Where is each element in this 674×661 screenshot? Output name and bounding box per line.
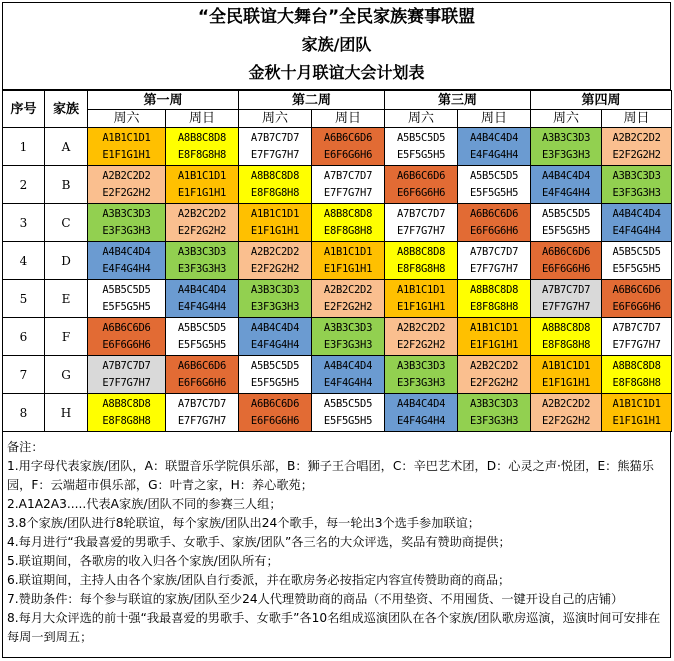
schedule-cell [385, 318, 458, 356]
cell-line-1: A5B5C5D5 [177, 321, 227, 334]
schedule-cell [88, 242, 166, 280]
cell-line-2: E6F6G6H6 [396, 186, 446, 199]
cell-line-1: A1B1C1D1 [469, 321, 519, 334]
schedule-cell [166, 394, 239, 432]
cell-line-2: E5F5G5H5 [612, 262, 661, 275]
schedule-cell [312, 204, 385, 242]
cell-line-2: E7F7G7H7 [396, 224, 446, 237]
note-7: 7.赞助条件：每个参与联谊的家族/团队至少24人代理赞助商的商品（不用垫资、不用囤货、一键开设自己的店铺） [7, 592, 624, 606]
cell-line-2: E1F1G1H1 [323, 262, 373, 275]
cell-line-2: E3F3G3H3 [323, 338, 373, 351]
cell-line-1: A7B7C7D7 [323, 169, 373, 182]
cell-line-1: A8B8C8D8 [250, 169, 300, 182]
cell-line-1: A3B3C3D3 [177, 245, 227, 258]
cell-line-1: A2B2C2D2 [177, 207, 227, 220]
note-4: 4.每月进行“我最喜爱的男歌手、女歌手、家族/团队”各三名的大众评选，奖品有赞助商提供； [7, 535, 511, 549]
week-4-sat: 周六 [531, 110, 602, 128]
cell-line-1: A5B5C5D5 [612, 245, 661, 258]
schedule-cell [531, 394, 602, 432]
cell-line-2: E1F1G1H1 [612, 414, 661, 427]
schedule-cell [239, 280, 312, 318]
week-header-row [3, 91, 672, 110]
cell-line-2: E7F7G7H7 [177, 414, 227, 427]
schedule-cell [385, 204, 458, 242]
cell-line-1: A5B5C5D5 [250, 359, 300, 372]
schedule-cell [166, 242, 239, 280]
cell-line-1: A3B3C3D3 [396, 359, 446, 372]
cell-line-1: A8B8C8D8 [541, 321, 591, 334]
row-number: 7 [3, 356, 45, 394]
cell-line-1: A6B6C6D6 [469, 207, 519, 220]
schedule-body [3, 128, 672, 432]
schedule-cell [88, 280, 166, 318]
schedule-cell [88, 394, 166, 432]
cell-line-1: A4B4C4D4 [396, 397, 446, 410]
cell-line-1: A3B3C3D3 [541, 131, 591, 144]
cell-line-2: E5F5G5H5 [323, 414, 373, 427]
schedule-cell [602, 356, 672, 394]
cell-line-2: E6F6G6H6 [177, 376, 227, 389]
cell-line-1: A8B8C8D8 [323, 207, 373, 220]
schedule-cell [602, 318, 672, 356]
schedule-cell [602, 242, 672, 280]
table-row [3, 242, 672, 280]
row-number: 3 [3, 204, 45, 242]
cell-line-2: E7F7G7H7 [102, 376, 151, 389]
schedule-cell [312, 242, 385, 280]
schedule-cell [385, 166, 458, 204]
cell-line-1: A7B7C7D7 [250, 131, 300, 144]
note-5: 5.联谊期间，各歌房的收入归各个家族/团队所有； [7, 554, 279, 568]
schedule-cell [458, 204, 531, 242]
cell-line-1: A8B8C8D8 [177, 131, 227, 144]
cell-line-1: A3B3C3D3 [469, 397, 519, 410]
cell-line-2: E7F7G7H7 [250, 148, 300, 161]
schedule-cell [166, 318, 239, 356]
cell-line-2: E6F6G6H6 [102, 338, 151, 351]
schedule-cell [458, 128, 531, 166]
cell-line-2: E8F8G8H8 [541, 338, 591, 351]
schedule-cell [458, 242, 531, 280]
cell-line-1: A2B2C2D2 [102, 169, 151, 182]
cell-line-1: A2B2C2D2 [541, 397, 591, 410]
row-family: E [45, 280, 88, 318]
cell-line-2: E7F7G7H7 [469, 262, 519, 275]
row-family: H [45, 394, 88, 432]
cell-line-1: A4B4C4D4 [250, 321, 300, 334]
table-row [3, 128, 672, 166]
cell-line-1: A3B3C3D3 [102, 207, 151, 220]
cell-line-2: E2F2G2H2 [541, 414, 591, 427]
table-row [3, 166, 672, 204]
note-8: 8.每月大众评选的前十强“我最喜爱的男歌手、女歌手”各10名组成巡演团队在各个家族/团队歌房巡演，巡演时间可安排在每周一到周五； [7, 611, 661, 644]
cell-line-2: E3F3G3H3 [177, 262, 227, 275]
cell-line-1: A1B1C1D1 [177, 169, 227, 182]
cell-line-2: E1F1G1H1 [250, 224, 300, 237]
schedule-cell [312, 128, 385, 166]
table-row [3, 204, 672, 242]
schedule-cell [458, 318, 531, 356]
week-1-sat: 周六 [88, 110, 166, 128]
week-2-header: 第二周 [239, 91, 385, 110]
week-4-header: 第四周 [531, 91, 672, 110]
cell-line-2: E3F3G3H3 [250, 300, 300, 313]
note-heading: 备注： [7, 440, 44, 454]
table-row [3, 318, 672, 356]
schedule-cell [239, 394, 312, 432]
row-family: B [45, 166, 88, 204]
cell-line-1: A1B1C1D1 [612, 397, 661, 410]
title-line-2: 家族/团队 [301, 35, 372, 54]
cell-line-1: A7B7C7D7 [612, 321, 661, 334]
day-header-row [3, 110, 672, 128]
cell-line-1: A6B6C6D6 [177, 359, 227, 372]
cell-line-1: A3B3C3D3 [612, 169, 661, 182]
schedule-cell [88, 204, 166, 242]
cell-line-2: E2F2G2H2 [102, 186, 151, 199]
cell-line-2: E4F4G4H4 [177, 300, 227, 313]
schedule-cell [531, 280, 602, 318]
table-row [3, 394, 672, 432]
schedule-cell [385, 394, 458, 432]
cell-line-1: A7B7C7D7 [469, 245, 519, 258]
schedule-cell [602, 204, 672, 242]
schedule-cell [88, 166, 166, 204]
cell-line-2: E3F3G3H3 [541, 148, 591, 161]
cell-line-2: E7F7G7H7 [541, 300, 591, 313]
cell-line-1: A6B6C6D6 [396, 169, 446, 182]
cell-line-1: A6B6C6D6 [323, 131, 373, 144]
cell-line-1: A8B8C8D8 [469, 283, 519, 296]
schedule-cell [312, 318, 385, 356]
cell-line-1: A6B6C6D6 [250, 397, 300, 410]
cell-line-2: E8F8G8H8 [612, 376, 661, 389]
schedule-cell [239, 204, 312, 242]
title-line-3: 金秋十月联谊大会计划表 [248, 63, 425, 82]
table-row [3, 356, 672, 394]
row-number: 6 [3, 318, 45, 356]
table-row [3, 280, 672, 318]
schedule-cell [385, 356, 458, 394]
cell-line-2: E5F5G5H5 [177, 338, 227, 351]
cell-line-2: E6F6G6H6 [541, 262, 591, 275]
cell-line-2: E2F2G2H2 [323, 300, 373, 313]
cell-line-2: E3F3G3H3 [396, 376, 446, 389]
cell-line-2: E4F4G4H4 [250, 338, 300, 351]
note-3: 3.8个家族/团队进行8轮联谊，每个家族/团队出24个歌手，每一轮出3个选手参加联谊； [7, 516, 480, 530]
row-family: C [45, 204, 88, 242]
cell-line-1: A7B7C7D7 [541, 283, 591, 296]
schedule-cell [531, 166, 602, 204]
cell-line-2: E5F5G5H5 [396, 148, 446, 161]
row-family: D [45, 242, 88, 280]
row-number: 5 [3, 280, 45, 318]
row-number: 2 [3, 166, 45, 204]
cell-line-1: A5B5C5D5 [541, 207, 591, 220]
cell-line-2: E6F6G6H6 [469, 224, 519, 237]
cell-line-2: E7F7G7H7 [612, 338, 661, 351]
cell-line-1: A5B5C5D5 [396, 131, 446, 144]
schedule-cell [385, 128, 458, 166]
schedule-cell [385, 280, 458, 318]
week-4-sun: 周日 [602, 110, 672, 128]
schedule-cell [88, 318, 166, 356]
cell-line-1: A6B6C6D6 [102, 321, 151, 334]
schedule-cell [239, 356, 312, 394]
cell-line-2: E1F1G1H1 [177, 186, 227, 199]
schedule-cell [166, 166, 239, 204]
cell-line-1: A2B2C2D2 [469, 359, 519, 372]
week-2-sat: 周六 [239, 110, 312, 128]
cell-line-1: A1B1C1D1 [323, 245, 373, 258]
cell-line-2: E4F4G4H4 [396, 414, 446, 427]
cell-line-1: A7B7C7D7 [102, 359, 151, 372]
cell-line-1: A1B1C1D1 [541, 359, 591, 372]
schedule-cell [458, 166, 531, 204]
cell-line-2: E7F7G7H7 [323, 186, 373, 199]
seq-header: 序号 [3, 91, 45, 128]
cell-line-2: E1F1G1H1 [541, 376, 591, 389]
schedule-cell [166, 204, 239, 242]
cell-line-1: A1B1C1D1 [250, 207, 300, 220]
cell-line-1: A2B2C2D2 [612, 131, 661, 144]
schedule-cell [88, 128, 166, 166]
cell-line-1: A2B2C2D2 [323, 283, 373, 296]
cell-line-1: A5B5C5D5 [102, 283, 151, 296]
week-3-sun: 周日 [458, 110, 531, 128]
cell-line-2: E4F4G4H4 [323, 376, 373, 389]
cell-line-1: A4B4C4D4 [612, 207, 661, 220]
cell-line-1: A5B5C5D5 [469, 169, 519, 182]
cell-line-2: E8F8G8H8 [177, 148, 227, 161]
cell-line-2: E8F8G8H8 [250, 186, 300, 199]
schedule-cell [239, 128, 312, 166]
schedule-cell [166, 356, 239, 394]
schedule-cell [312, 356, 385, 394]
schedule-cell [312, 280, 385, 318]
cell-line-2: E4F4G4H4 [541, 186, 591, 199]
cell-line-2: E8F8G8H8 [102, 414, 151, 427]
note-6: 6.联谊期间，主持人由各个家族/团队自行委派，并在歌房务必按指定内容宣传赞助商的商品； [7, 573, 511, 587]
schedule-cell [166, 280, 239, 318]
cell-line-1: A7B7C7D7 [396, 207, 446, 220]
cell-line-2: E8F8G8H8 [396, 262, 446, 275]
cell-line-1: A2B2C2D2 [396, 321, 446, 334]
cell-line-1: A4B4C4D4 [541, 169, 591, 182]
schedule-cell [239, 166, 312, 204]
note-1: 1.用字母代表家族/团队，A：联盟音乐学院俱乐部，B：狮子王合唱团，C：辛巴艺术团，D：心灵之声·悦团，E：熊猫乐园，F：云端超市俱乐部，G：叶青之家，H：养心歌苑； [7, 459, 654, 492]
schedule-cell [531, 204, 602, 242]
title-line-1: “全民联谊大舞台”全民家族赛事联盟 [197, 7, 476, 27]
schedule-cell [312, 166, 385, 204]
row-family: A [45, 128, 88, 166]
cell-line-1: A6B6C6D6 [541, 245, 591, 258]
schedule-cell [531, 318, 602, 356]
schedule-cell [239, 242, 312, 280]
cell-line-2: E3F3G3H3 [469, 414, 519, 427]
cell-line-2: E2F2G2H2 [396, 338, 446, 351]
cell-line-1: A8B8C8D8 [102, 397, 151, 410]
cell-line-2: E5F5G5H5 [541, 224, 591, 237]
schedule-sheet [2, 2, 671, 658]
cell-line-1: A1B1C1D1 [102, 131, 151, 144]
schedule-cell [602, 166, 672, 204]
schedule-cell [602, 394, 672, 432]
cell-line-1: A6B6C6D6 [612, 283, 661, 296]
row-number: 8 [3, 394, 45, 432]
cell-line-1: A8B8C8D8 [612, 359, 661, 372]
cell-line-2: E5F5G5H5 [102, 300, 151, 313]
cell-line-2: E5F5G5H5 [469, 186, 519, 199]
title-block [3, 3, 670, 90]
schedule-cell [602, 280, 672, 318]
row-family: F [45, 318, 88, 356]
row-number: 4 [3, 242, 45, 280]
cell-line-2: E4F4G4H4 [102, 262, 151, 275]
schedule-cell [166, 128, 239, 166]
cell-line-2: E2F2G2H2 [177, 224, 227, 237]
note-2: 2.A1A2A3.....代表A家族/团队不同的参赛三人组； [7, 497, 282, 511]
week-3-sat: 周六 [385, 110, 458, 128]
cell-line-2: E6F6G6H6 [250, 414, 300, 427]
cell-line-2: E6F6G6H6 [612, 300, 661, 313]
cell-line-1: A4B4C4D4 [102, 245, 151, 258]
cell-line-1: A5B5C5D5 [323, 397, 373, 410]
cell-line-2: E8F8G8H8 [323, 224, 373, 237]
schedule-cell [602, 128, 672, 166]
cell-line-2: E2F2G2H2 [469, 376, 519, 389]
cell-line-1: A2B2C2D2 [250, 245, 300, 258]
notes-section [3, 432, 670, 647]
schedule-cell [312, 394, 385, 432]
schedule-cell [385, 242, 458, 280]
schedule-cell [458, 394, 531, 432]
cell-line-2: E4F4G4H4 [469, 148, 519, 161]
schedule-cell [531, 356, 602, 394]
cell-line-2: E1F1G1H1 [469, 338, 519, 351]
cell-line-2: E4F4G4H4 [612, 224, 661, 237]
cell-line-2: E1F1G1H1 [102, 148, 151, 161]
cell-line-1: A4B4C4D4 [323, 359, 373, 372]
cell-line-1: A3B3C3D3 [323, 321, 373, 334]
family-header: 家族 [45, 91, 88, 128]
week-1-header: 第一周 [88, 91, 239, 110]
schedule-cell [531, 242, 602, 280]
cell-line-2: E2F2G2H2 [612, 148, 661, 161]
schedule-cell [531, 128, 602, 166]
week-3-header: 第三周 [385, 91, 531, 110]
cell-line-1: A4B4C4D4 [177, 283, 227, 296]
schedule-cell [239, 318, 312, 356]
week-1-sun: 周日 [166, 110, 239, 128]
cell-line-1: A1B1C1D1 [396, 283, 446, 296]
cell-line-1: A3B3C3D3 [250, 283, 300, 296]
schedule-cell [458, 280, 531, 318]
cell-line-2: E2F2G2H2 [250, 262, 300, 275]
cell-line-1: A8B8C8D8 [396, 245, 446, 258]
cell-line-2: E3F3G3H3 [102, 224, 151, 237]
cell-line-2: E6F6G6H6 [323, 148, 373, 161]
schedule-cell [88, 356, 166, 394]
schedule-table [2, 90, 672, 432]
cell-line-2: E8F8G8H8 [469, 300, 519, 313]
cell-line-2: E1F1G1H1 [396, 300, 446, 313]
cell-line-2: E3F3G3H3 [612, 186, 661, 199]
cell-line-2: E5F5G5H5 [250, 376, 300, 389]
cell-line-1: A7B7C7D7 [177, 397, 227, 410]
week-2-sun: 周日 [312, 110, 385, 128]
schedule-cell [458, 356, 531, 394]
row-number: 1 [3, 128, 45, 166]
cell-line-1: A4B4C4D4 [469, 131, 519, 144]
row-family: G [45, 356, 88, 394]
